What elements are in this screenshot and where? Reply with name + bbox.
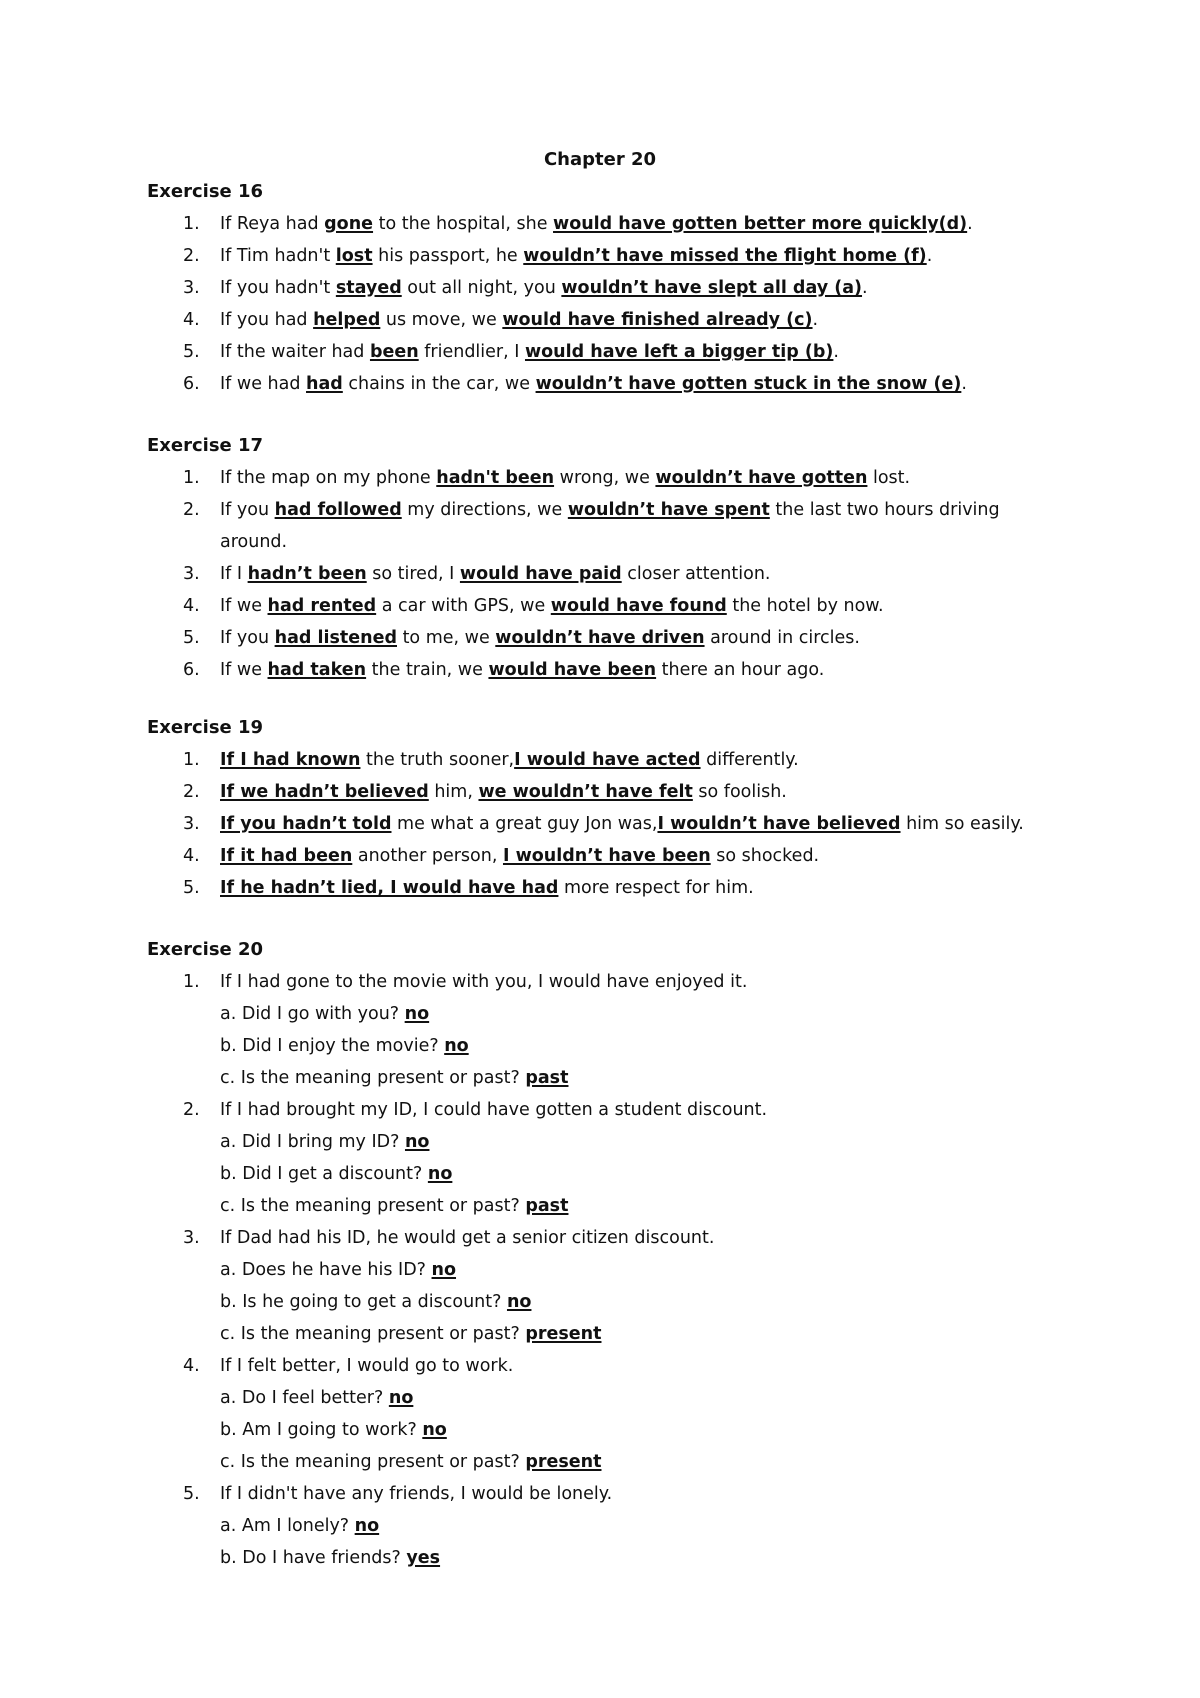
item-number: 3. <box>183 1228 200 1248</box>
answer-result: wouldn’t have driven <box>495 628 705 648</box>
answer-verb: gone <box>324 214 374 234</box>
answer-verb: helped <box>313 310 381 330</box>
answer: no <box>404 1004 430 1024</box>
sub-question: a. Does he have his ID? no <box>220 1260 457 1280</box>
answer-verb: had <box>306 374 343 394</box>
item-text: If you hadn't stayed out all night, you wouldn’t have slept all day (a). <box>220 278 868 298</box>
answer-result: wouldn’t have spent <box>567 500 770 520</box>
item-number: 2. <box>183 782 200 802</box>
answer-result: would have paid <box>459 564 622 584</box>
item-number: 1. <box>183 972 200 992</box>
answer-verb: been <box>369 342 419 362</box>
item-number: 6. <box>183 374 200 394</box>
exercise-17-item-2-continuation: around. <box>220 532 288 552</box>
item-text: If the map on my phone hadn't been wrong, we wouldn’t have gotten lost. <box>220 468 911 488</box>
item-text: If you had helped us move, we would have finished already (c). <box>220 310 819 330</box>
answer-result: I wouldn’t have believed <box>657 814 901 834</box>
item-text: If I felt better, I would go to work. <box>220 1356 514 1376</box>
answer: no <box>431 1260 457 1280</box>
answer: past <box>525 1196 569 1216</box>
answer-if-clause: If it had been <box>220 846 353 866</box>
answer: no <box>388 1388 414 1408</box>
item-text: If we hadn’t believed him, we wouldn’t have felt so foolish. <box>220 782 787 802</box>
answer-result: wouldn’t have slept all day (a) <box>561 278 863 298</box>
answer-verb: stayed <box>335 278 402 298</box>
answer-if-clause: had taken <box>267 660 367 680</box>
item-text: If I hadn’t been so tired, I would have paid closer attention. <box>220 564 771 584</box>
sub-question: b. Am I going to work? no <box>220 1420 447 1440</box>
item-number: 2. <box>183 246 200 266</box>
item-number: 3. <box>183 814 200 834</box>
answer-result: would have been <box>488 660 657 680</box>
sub-question: a. Did I go with you? no <box>220 1004 430 1024</box>
answer-result: wouldn’t have missed the flight home (f) <box>523 246 927 266</box>
item-number: 6. <box>183 660 200 680</box>
answer-if-clause: had followed <box>274 500 402 520</box>
answer-if-clause: hadn’t been <box>247 564 367 584</box>
answer: no <box>354 1516 380 1536</box>
item-text: If we had had chains in the car, we wouldn’t have gotten stuck in the snow (e). <box>220 374 967 394</box>
sub-question: b. Is he going to get a discount? no <box>220 1292 532 1312</box>
item-text: If Reya had gone to the hospital, she would have gotten better more quickly(d). <box>220 214 973 234</box>
item-number: 5. <box>183 628 200 648</box>
sub-question: a. Am I lonely? no <box>220 1516 380 1536</box>
answer-result: I would have acted <box>514 750 701 770</box>
item-text: If I had brought my ID, I could have gotten a student discount. <box>220 1100 768 1120</box>
exercise-16-heading: Exercise 16 <box>147 181 264 202</box>
answer: no <box>422 1420 447 1440</box>
answer-verb: lost <box>335 246 373 266</box>
exercise-17-heading: Exercise 17 <box>147 435 264 456</box>
answer-result: would have found <box>550 596 727 616</box>
answer-result: we wouldn’t have felt <box>478 782 693 802</box>
item-number: 5. <box>183 1484 200 1504</box>
sub-question: a. Did I bring my ID? no <box>220 1132 430 1152</box>
item-number: 4. <box>183 310 200 330</box>
item-number: 2. <box>183 500 200 520</box>
exercise-19-heading: Exercise 19 <box>147 717 264 738</box>
item-text: If I had gone to the movie with you, I would have enjoyed it. <box>220 972 748 992</box>
answer: no <box>506 1292 532 1312</box>
item-text: If I had known the truth sooner,I would have acted differently. <box>220 750 799 770</box>
item-number: 1. <box>183 468 200 488</box>
answer-result: wouldn’t have gotten stuck in the snow (e) <box>535 374 962 394</box>
item-text: If we had taken the train, we would have been there an hour ago. <box>220 660 825 680</box>
answer: present <box>525 1324 602 1344</box>
answer-result: would have gotten better more quickly(d) <box>553 214 968 234</box>
answer: yes <box>406 1548 441 1568</box>
answer-result: I wouldn’t have been <box>502 846 711 866</box>
answer-result: would have left a bigger tip (b) <box>524 342 834 362</box>
item-text: If you hadn’t told me what a great guy Jon was,I wouldn’t have believed him so easily. <box>220 814 1024 834</box>
item-text: If Tim hadn't lost his passport, he wouldn’t have missed the flight home (f). <box>220 246 933 266</box>
sub-question: b. Did I enjoy the movie? no <box>220 1036 469 1056</box>
item-number: 1. <box>183 214 200 234</box>
item-number: 4. <box>183 596 200 616</box>
sub-question: c. Is the meaning present or past? past <box>220 1196 569 1216</box>
item-number: 5. <box>183 342 200 362</box>
item-text: If it had been another person, I wouldn’t have been so shocked. <box>220 846 820 866</box>
sub-question: b. Did I get a discount? no <box>220 1164 453 1184</box>
answer-if-clause: If he hadn’t lied, I would have had <box>220 878 559 898</box>
item-number: 4. <box>183 1356 200 1376</box>
answer-if-clause: If you hadn’t told <box>220 814 392 834</box>
answer-if-clause: If we hadn’t believed <box>220 782 429 802</box>
item-text: If Dad had his ID, he would get a senior citizen discount. <box>220 1228 715 1248</box>
item-text: If you had listened to me, we wouldn’t have driven around in circles. <box>220 628 860 648</box>
exercise-20-heading: Exercise 20 <box>147 939 264 960</box>
item-text: If we had rented a car with GPS, we would have found the hotel by now. <box>220 596 884 616</box>
sub-question: a. Do I feel better? no <box>220 1388 414 1408</box>
sub-question: c. Is the meaning present or past? present <box>220 1452 602 1472</box>
answer-if-clause: If I had known <box>220 750 361 770</box>
answer-if-clause: had rented <box>267 596 377 616</box>
answer: no <box>427 1164 453 1184</box>
item-text: If I didn't have any friends, I would be lonely. <box>220 1484 613 1504</box>
sub-question: c. Is the meaning present or past? present <box>220 1324 602 1344</box>
item-number: 3. <box>183 278 200 298</box>
answer-result: would have finished already (c) <box>502 310 813 330</box>
item-text: If you had followed my directions, we wouldn’t have spent the last two hours driving <box>220 500 1000 520</box>
item-number: 4. <box>183 846 200 866</box>
item-number: 1. <box>183 750 200 770</box>
item-number: 5. <box>183 878 200 898</box>
sub-question: b. Do I have friends? yes <box>220 1548 441 1568</box>
answer-if-clause: hadn't been <box>436 468 555 488</box>
answer: past <box>525 1068 569 1088</box>
sub-question: c. Is the meaning present or past? past <box>220 1068 569 1088</box>
answer-result: wouldn’t have gotten <box>655 468 868 488</box>
item-text: If he hadn’t lied, I would have had more respect for him. <box>220 878 754 898</box>
item-number: 2. <box>183 1100 200 1120</box>
item-number: 3. <box>183 564 200 584</box>
answer: no <box>404 1132 430 1152</box>
answer: no <box>444 1036 469 1056</box>
answer: present <box>525 1452 602 1472</box>
page-title: Chapter 20 <box>543 149 657 170</box>
item-text: If the waiter had been friendlier, I would have left a bigger tip (b). <box>220 342 839 362</box>
answer-if-clause: had listened <box>274 628 397 648</box>
